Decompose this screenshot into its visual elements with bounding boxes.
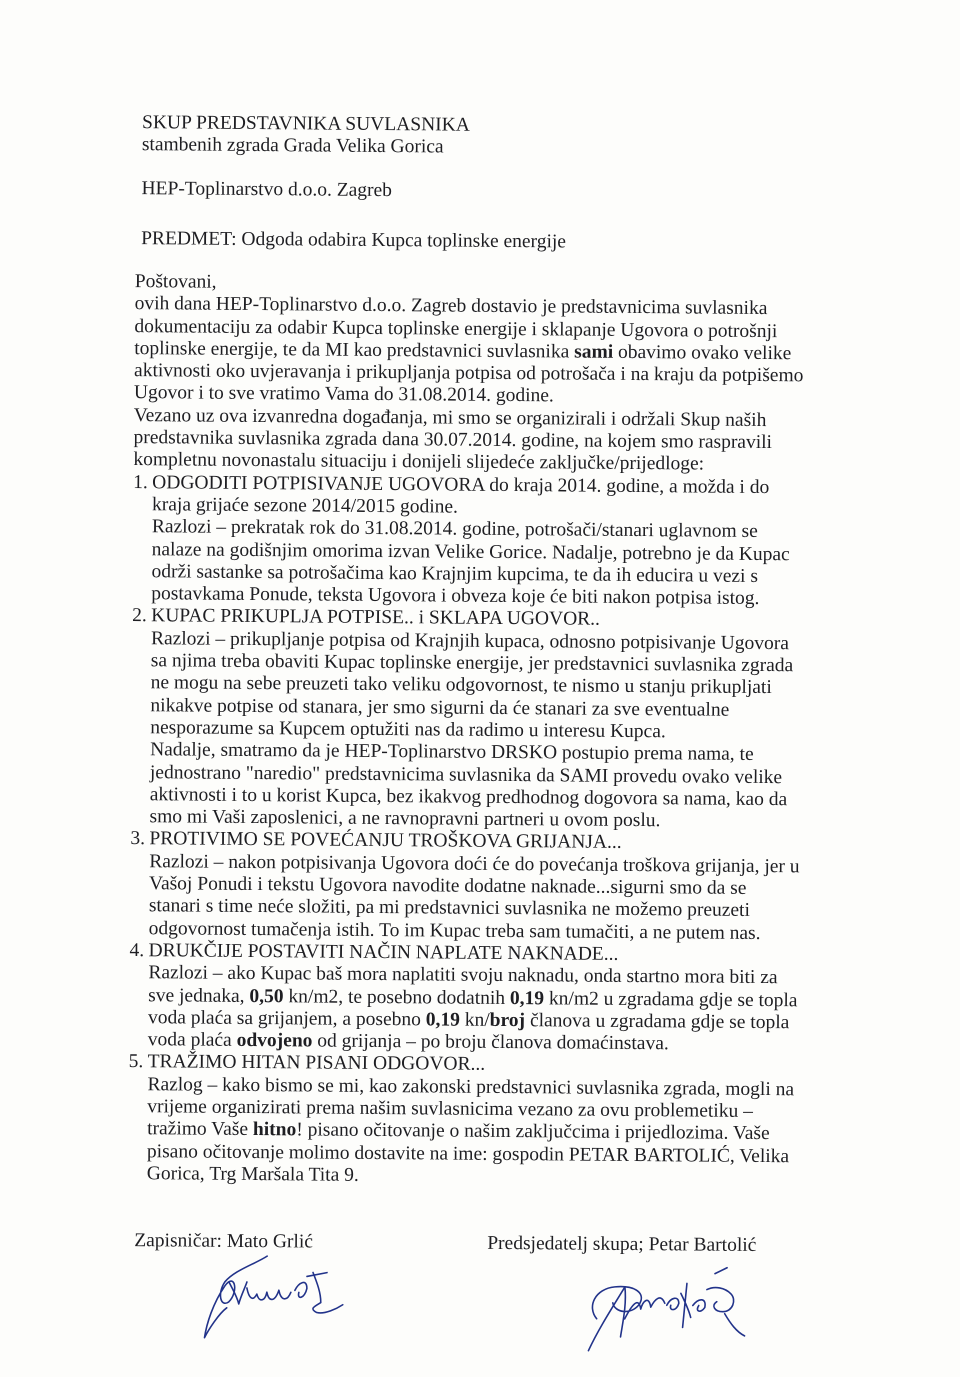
item-reason: odgovornost tumačenja istih. To im Kupac treba sam tumačiti, a ne putem nas. <box>148 917 761 944</box>
item-reason: Razlog – kako bismo se mi, kao zakonski predstavnici suvlasnika zgrada, mogli na <box>147 1073 795 1100</box>
item-reason: Razlozi – ako Kupac baš mora naplatiti svoju naknadu, onda startno mora biti za <box>148 962 778 989</box>
item-title: TRAŽIMO HITAN PISANI ODGOVOR... <box>147 1051 486 1076</box>
item-reason: smo mi Vaši zaposlenici, a ne ravnopravni partneri u ovom poslu. <box>149 806 661 832</box>
item-reason: nesporazume sa Kupcem optužiti nas da radimo u interesu Kupca. <box>150 717 666 743</box>
emphasis: odvojeno <box>236 1029 313 1052</box>
item-reason: sa njima treba obaviti Kupac toplinske energije, jer predstavnici suvlasnika zgrada <box>150 650 794 677</box>
conclusion-item-3 <box>130 828 800 945</box>
item-title: PROTIVIMO SE POVEĆANJU TROŠKOVA GRIJANJA... <box>149 828 622 854</box>
text-line: kompletnu novonastalu situaciju i donijeli slijedeće zaključke/prijedloge: <box>133 449 705 475</box>
item-number: 5. <box>128 1051 144 1073</box>
item-reason: Razlozi – prekratak rok do 31.08.2014. godine, potrošači/stanari uglavnom se <box>151 516 758 543</box>
item-reason: vrijeme organizirati prema našim suvlasnicima vezano za ovu problemetiku – <box>147 1096 753 1122</box>
organization-header <box>142 112 470 159</box>
conclusion-item-2 <box>130 606 801 834</box>
item-reason: aktivnosti i to u korist Kupca, bez ikakvog predhodnog dogovora sa nama, kao da <box>149 784 788 811</box>
chairman-label: Predsjedatelj skupa; Petar Bartolić <box>487 1232 757 1256</box>
amount: 0,19 <box>425 1009 460 1031</box>
conclusion-item-5 <box>128 1051 798 1190</box>
item-reason: stanari s time neće složiti, pa mi predstavnici suvlasnika ne možemo preuzeti <box>148 895 751 922</box>
item-number: 3. <box>130 828 146 850</box>
item-reason: voda plaća odvojeno od grijanja – po broju članova domaćinstava. <box>147 1029 669 1055</box>
emphasis: sami <box>574 341 614 363</box>
item-reason: Razlozi – nakon potpisivanja Ugovora doći će do povećanja troškova grijanja, jer u <box>149 850 800 878</box>
item-reason: Razlozi – prikupljanje potpisa od Krajnjih kupaca, odnosno potpisivanje Ugovora <box>150 627 790 654</box>
chairman-signature <box>574 1253 765 1364</box>
item-reason: Vašoj Ponudi i tekstu Ugovora navodite dodatne naknade...sigurni smo da se <box>148 873 747 899</box>
item-reason: postavkama Ponude, teksta Ugovora i obveza koje će biti nakon potpisa istog. <box>151 583 760 610</box>
text-line: Ugovor i to sve vratimo Vama do 31.08.2014. godine. <box>133 382 554 407</box>
context-paragraph <box>133 405 803 477</box>
item-number: 1. <box>133 471 148 493</box>
org-name: SKUP PREDSTAVNIKA SUVLASNIKA <box>141 112 470 136</box>
item-title: kraja grijaće sezone 2014/2015 godine. <box>151 494 459 518</box>
text-line: aktivnosti oko uvjeravanja i prikupljanja potpisa od potrošača i na kraju da potpišemo <box>134 360 804 387</box>
item-reason: održi sastanke sa potrošačima kao Krajnjim kupcima, te da ih educira u vezi s <box>151 561 759 587</box>
item-reason: tražimo Vaše hitno! pisano očitovanje o našim zaključcima i prijedlozima. Vaše <box>147 1118 770 1145</box>
intro-paragraph <box>134 293 804 410</box>
text-line: ovih dana HEP-Toplinarstvo d.o.o. Zagreb dostavio je predstavnicima suvlasnika <box>134 293 768 320</box>
greeting: Poštovani, <box>134 271 217 293</box>
emphasis: broj <box>489 1009 526 1031</box>
conclusion-item-1 <box>132 472 802 611</box>
item-number: 4. <box>129 939 145 962</box>
item-title: ODGODITI POTPISIVANJE UGOVORA do kraja 2014. godine, a možda i do <box>152 471 770 498</box>
item-reason: Gorica, Trg Maršala Tita 9. <box>146 1163 359 1186</box>
item-reason: nalaze na godišnjim omorima izvan Velike Gorice. Nadalje, potrebno je da Kupac <box>151 538 790 565</box>
letter-body <box>128 271 805 1190</box>
conclusion-item-4 <box>129 940 799 1057</box>
item-reason: sve jednaka, 0,50 kn/m2, te posebno dodatnih 0,19 kn/m2 u zgradama gdje se topla <box>148 984 798 1011</box>
item-reason: jednostrano "naredio" predstavnicima suvlasnika da SAMI provedu ovako velike <box>149 761 783 788</box>
text-line: toplinske energije, te da MI kao predstavnici suvlasnika sami obavimo ovako velike <box>134 337 792 365</box>
text-line: Vezano uz ova izvanredna događanja, mi smo se organizirali i održali Skup naših <box>133 404 767 431</box>
item-title: DRUKČIJE POSTAVITI NAČIN NAPLATE NAKNADE... <box>148 940 619 965</box>
recorder-label: Zapisničar: Mato Grlić <box>134 1230 314 1253</box>
item-reason: pisano očitovanje molimo dostavite na ime: gospodin PETAR BARTOLIĆ, Velika <box>146 1140 790 1167</box>
item-number: 2. <box>132 605 147 627</box>
item-reason: Nadalje, smatramo da je HEP-Toplinarstvo DRSKO postupio prema nama, te <box>150 739 754 766</box>
text-line: dokumentaciju za odabir Kupca toplinske energije i sklapanje Ugovora o potrošnji <box>134 315 778 342</box>
item-reason: ne mogu na sebe preuzeti tako veliku odgovornost, te nismo u stanju prikupljati <box>150 672 772 699</box>
emphasis: hitno <box>252 1119 297 1141</box>
item-title: KUPAC PRIKUPLJA POTPISE.. i SKLAPA UGOVOR.. <box>151 605 601 631</box>
item-reason: nikakve potpise od stanara, jer smo sigurni da će stanari za sve eventualne <box>150 694 730 721</box>
recipient: HEP-Toplinarstvo d.o.o. Zagreb <box>141 178 393 202</box>
subject-line: PREDMET: Odgoda odabira Kupca toplinske energije <box>141 228 567 253</box>
org-subtitle: stambenih zgrada Grada Velika Gorica <box>141 134 444 158</box>
text-line: predstavnika suvlasnika zgrada dana 30.07.2014. godine, na kojem smo raspravili <box>133 427 773 454</box>
amount: 0,50 <box>249 985 284 1007</box>
amount: 0,19 <box>509 987 545 1009</box>
recorder-signature <box>194 1242 375 1353</box>
item-reason: voda plaća sa grijanjem, a posebno 0,19 kn/broj članova u zgradama gdje se topla <box>147 1006 790 1034</box>
